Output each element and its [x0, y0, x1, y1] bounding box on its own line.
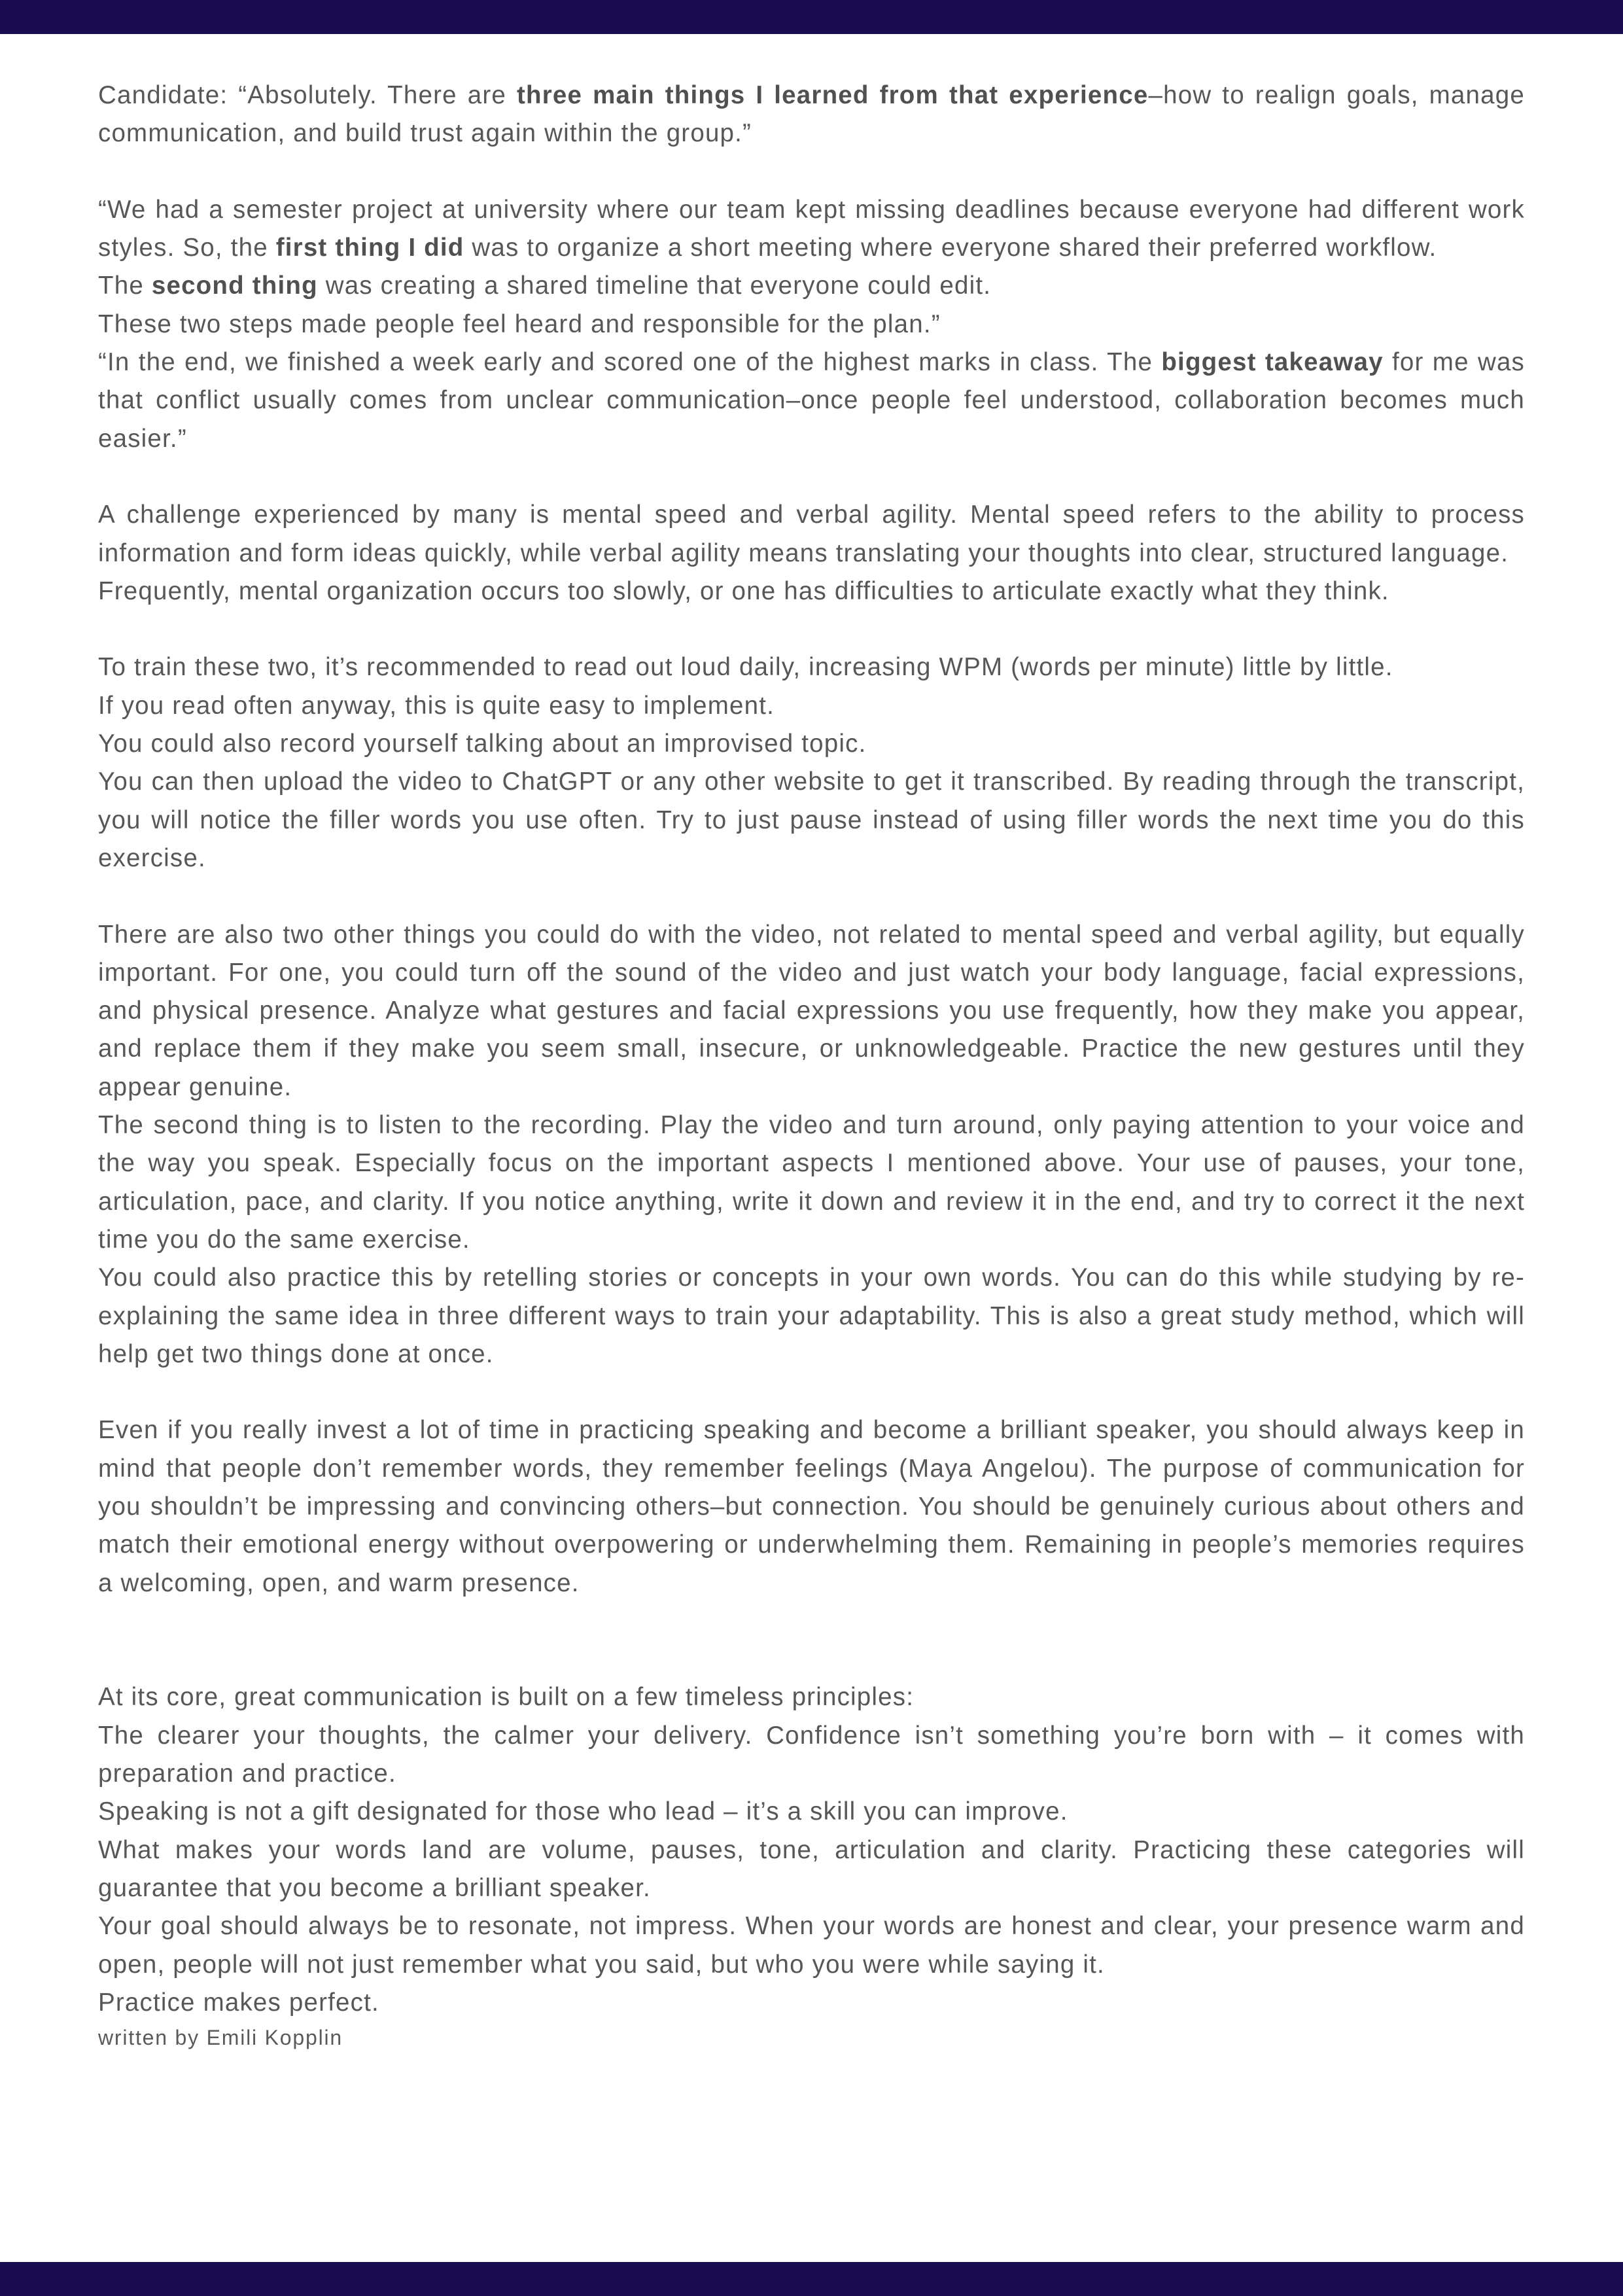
training-paragraph-4: You can then upload the video to ChatGPT or any other website to get it transcribed. By reading through the transcript, you will notice the filler words you use often. Try to just pause instead of using filler words the next time you do this exercise. [98, 768, 1525, 872]
paragraph-gap [98, 610, 1525, 648]
bold-phrase: first thing I did [275, 234, 464, 262]
paragraph-gap [98, 877, 1525, 915]
top-banner-bar [0, 0, 1623, 34]
closing-line: Practice makes perfect. [98, 1988, 379, 2017]
bottom-banner-bar [0, 2262, 1623, 2296]
mental-organization-paragraph: Frequently, mental organization occurs too slowly, or one has difficulties to articulate exactly what they think. [98, 576, 1389, 605]
mental-speed-paragraph: A challenge experienced by many is mental speed and verbal agility. Mental speed refers to the ability to process information and form ideas quickly, while verbal agility means translating your thoughts into clear, structured language. [98, 501, 1525, 567]
video-paragraph-2: The second thing is to listen to the recording. Play the video and turn around, only paying attention to your voice and the way you speak. Especially focus on the important aspects I mentioned above. Your use of pauses, your tone, articulation, pace, and clarity. If you notice anything, write it down and review it in the end, and try to correct it the next time you do the same exercise. [98, 1111, 1525, 1254]
document-body [98, 77, 1525, 2053]
paragraph-gap [98, 458, 1525, 496]
paragraph-gap [98, 153, 1525, 191]
paragraph-gap [98, 1602, 1525, 1679]
principle-3: What makes your words land are volume, pauses, tone, articulation and clarity. Practicing these categories will guarantee that you become a brilliant speaker. [98, 1835, 1525, 1902]
story-paragraph-1: “We had a semester project at university where our team kept missing deadlines because everyone had different work styles. So, the first thing I did was to organize a short meeting where everyone shared their preferred workflow. [98, 195, 1525, 262]
principle-2: Speaking is not a gift designated for those who lead – it’s a skill you can improve. [98, 1797, 1068, 1826]
bold-phrase: three main things I learned from that experience [516, 81, 1149, 109]
story-paragraph-4: “In the end, we finished a week early and scored one of the highest marks in class. The biggest takeaway for me was that conflict usually comes from unclear communication–once people feel understood, collaboration becomes much easier.” [98, 348, 1526, 453]
video-paragraph-1: There are also two other things you could do with the video, not related to mental speed and verbal agility, but equally important. For one, you could turn off the sound of the video and just watch your body language, facial expressions, and physical presence. Analyze what gestures and facial expressions you use frequently, how they make you appear, and replace them if they make you seem small, insecure, or unknowledgeable. Practice the new gestures until they appear genuine. [98, 920, 1525, 1101]
story-paragraph-3: These two steps made people feel heard and responsible for the plan.” [98, 309, 941, 338]
bold-phrase: biggest takeaway [1161, 348, 1384, 377]
training-paragraph-2: If you read often anyway, this is quite easy to implement. [98, 691, 775, 720]
candidate-answer-paragraph: Candidate: “Absolutely. There are three main things I learned from that experience–how to realign goals, manage communication, and build trust again within the group.” [98, 81, 1525, 148]
bold-phrase: second thing [151, 272, 318, 300]
connection-paragraph: Even if you really invest a lot of time in practicing speaking and become a brilliant speaker, you should always keep in mind that people don’t remember words, they remember feelings (Maya Angelou). The purpose of communication for you shouldn’t be impressing and convincing others–but connection. You should be genuinely curious about others and match their emotional energy without overpowering or underwhelming them. Remaining in people’s memories requires a welcoming, open, and warm presence. [98, 1416, 1525, 1597]
video-paragraph-3: You could also practice this by retelling stories or concepts in your own words. You can do this while studying by re-explaining the same idea in three different ways to train your adaptability. This is also a great study method, which will help get two things done at once. [98, 1263, 1525, 1368]
principle-4: Your goal should always be to resonate, not impress. When your words are honest and clear, your presence warm and open, people will not just remember what you said, but who you were while saying it. [98, 1912, 1525, 1979]
story-paragraph-2: The second thing was creating a shared timeline that everyone could edit. [98, 272, 992, 300]
training-paragraph-3: You could also record yourself talking about an improvised topic. [98, 730, 867, 758]
author-byline: written by Emili Kopplin [98, 2026, 343, 2050]
principle-1: The clearer your thoughts, the calmer your delivery. Confidence isn’t something you’re born with – it comes with preparation and practice. [98, 1721, 1525, 1788]
paragraph-gap [98, 1373, 1525, 1411]
principles-intro: At its core, great communication is built on a few timeless principles: [98, 1683, 915, 1712]
training-paragraph-1: To train these two, it’s recommended to read out loud daily, increasing WPM (words per minute) little by little. [98, 653, 1393, 682]
